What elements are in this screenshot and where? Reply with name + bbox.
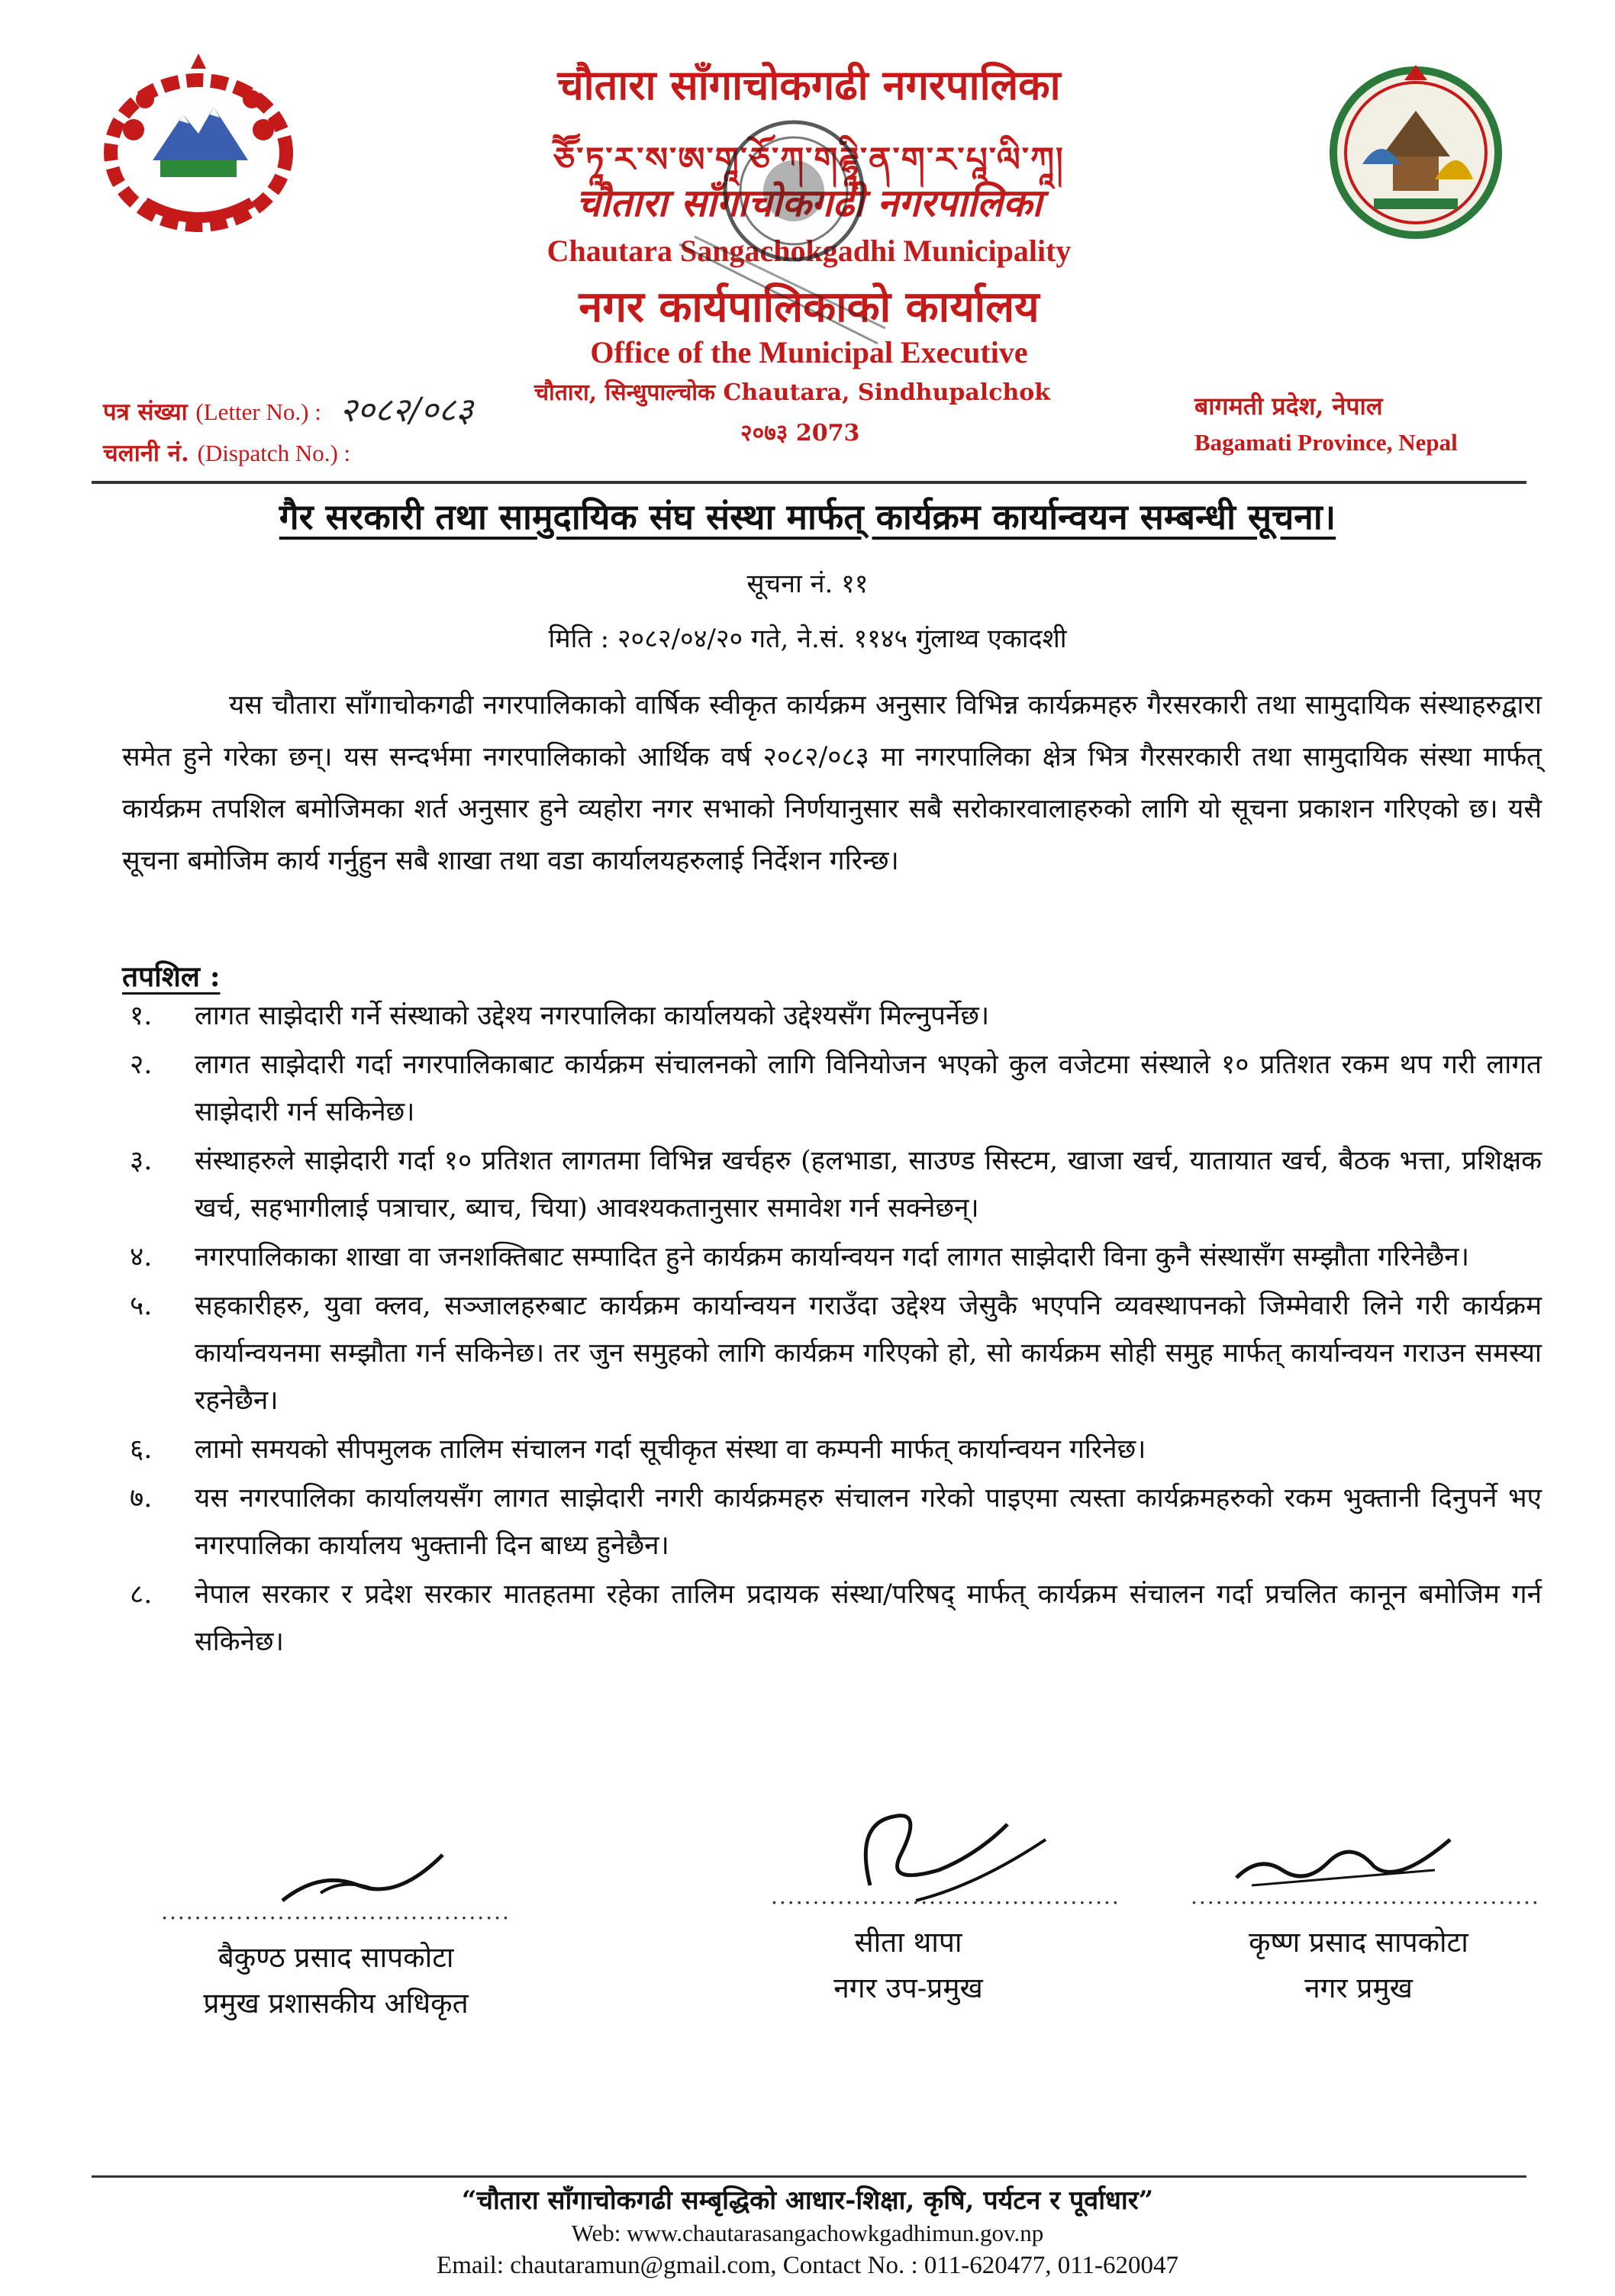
list-item: [107, 1041, 1542, 1136]
list-item-text: यस नगरपालिका कार्यालयसँग लागत साझेदारी नगरी कार्यक्रमहरु संचालन गरेको पाइएमा त्यस्ता कार्यक्रमहरुको रकम भुक्तानी दिनुपर्ने भए नगरपालिका कार्यालय भुक्तानी दिन बाध्य हुनेछैन।: [195, 1483, 1542, 1561]
letter-number-label-en: (Letter No.) :: [195, 398, 321, 425]
details-heading: तपशिल :: [122, 959, 221, 993]
office-location: चौतारा, सिन्धुपाल्चोक Chautara, Sindhupalchok: [534, 379, 1051, 406]
list-item-text: नेपाल सरकार र प्रदेश सरकार मातहतमा रहेका तालिम प्रदायक संस्था/परिषद् मार्फत् कार्यक्रम संचालन गर्दा प्रचलित कानून बमोजिम गर्न सकिनेछ।: [195, 1579, 1542, 1657]
signature-line: ..........................................: [1191, 1884, 1540, 1909]
signatory-name: कृष्ण प्रसाद सापकोटा: [1249, 1926, 1468, 1959]
office-stamp-rectangle: [664, 229, 893, 351]
letter-number-label-ne: पत्र संख्या: [103, 398, 188, 426]
notice-date: मिति : २०८२/०४/२० गते, ने.सं. ११४५ गुंलाथ्व एकादशी: [548, 624, 1067, 654]
list-item-number: ३.: [130, 1146, 153, 1176]
list-item-number: ७.: [130, 1483, 153, 1514]
list-item-text: सहकारीहरु, युवा क्लव, सञ्जालहरुबाट कार्यक्रम कार्यान्वयन गराउँदा उद्देश्य जेसुकै भएपनि व्यवस्थापनको जिम्मेवारी लिने गरी कार्यक्रम कार्यान्वयनमा सम्झौता गर्न सकिनेछ। तर जुन समुहको लागि कार्यक्रम गरिएको हो, सो कार्यक्रम सोही समुह मार्फत् कार्यान्वयन गराउन समस्या रहनेछैन।: [195, 1291, 1542, 1416]
signatory-title: नगर उप-प्रमुख: [833, 1972, 983, 2004]
list-item-text: संस्थाहरुले साझेदारी गर्दा १० प्रतिशत लागतमा विभिन्न खर्चहरु (हलभाडा, साउण्ड सिस्टम, खाजा खर्च, यातायात खर्च, बैठक भत्ता, प्रशिक्षक खर्च, सहभागीलाई पत्राचार, ब्याच, चिया) आवश्यकतानुसार समावेश गर्न सक्नेछन्।: [195, 1146, 1542, 1224]
list-item-text: लामो समयको सीपमुलक तालिम संचालन गर्दा सूचीकृत संस्था वा कम्पनी मार्फत् कार्यान्वयन गरिनेछ।: [195, 1434, 1146, 1465]
list-item-number: ६.: [130, 1434, 153, 1465]
signatory-block: [1191, 1874, 1540, 2011]
signature-line: ..........................................: [161, 1899, 511, 1924]
list-item-text: लागत साझेदारी गर्ने संस्थाको उद्देश्य नगरपालिका कार्यालयको उद्देश्यसँग मिल्नुपर्नेछ।: [195, 1001, 990, 1031]
list-item-number: ५.: [130, 1291, 153, 1321]
signatory-name: सीता थापा: [854, 1926, 962, 1959]
office-name-english: Office of the Municipal Executive: [590, 335, 1028, 369]
signature-line: ..........................................: [771, 1884, 1120, 1909]
notice-title: [0, 492, 1615, 540]
footer-slogan: “चौतारा साँगाचोकगढी सम्बृद्धिको आधार-शिक्षा, कृषि, पर्यटन र पूर्वाधार”: [461, 2185, 1154, 2216]
notice-paragraph: यस चौतारा साँगाचोकगढी नगरपालिकाको वार्षिक स्वीकृत कार्यक्रम अनुसार विभिन्न कार्यक्रमहरु गैरसरकारी तथा सामुदायिक संस्थाहरुद्वारा समेत हुने गरेका छन्। यस सन्दर्भमा नगरपालिकाको आर्थिक वर्ष २०८२/०८३ मा नगरपालिका क्षेत्र भित्र गैरसरकारी तथा सामुदायिक संस्था मार्फत् कार्यक्रम तपशिल बमोजिमका शर्त अनुसार हुने व्यहोरा नगर सभाको निर्णयानुसार सबै सरोकारवालाहरुको लागि यो सूचना प्रकाशन गरिएको छ। यसै सूचना बमोजिम कार्य गर्नुहुन सबै शाखा तथा वडा कार्यालयहरुलाई निर्देशन गरिन्छ।: [122, 690, 1542, 876]
list-item-number: १.: [130, 1001, 153, 1031]
list-item: [107, 1137, 1542, 1232]
letter-number-label: [103, 395, 321, 427]
nepal-government-emblem-icon: [99, 53, 298, 237]
signatory-name: बैकुण्ठ प्रसाद सापकोटा: [218, 1941, 454, 1974]
list-item-number: ४.: [130, 1242, 153, 1272]
list-item: [107, 1426, 1542, 1473]
list-item-text: नगरपालिकाका शाखा वा जनशक्तिबाट सम्पादित हुने कार्यक्रम कार्यान्वयन गर्दा लागत साझेदारी विना कुनै संस्थासँग सम्झौता गरिनेछैन।: [195, 1242, 1469, 1272]
municipality-name-nepali: चौतारा साँगाचोकगढी नगरपालिका: [557, 60, 1061, 109]
municipality-name-english: Chautara Sangachokgadhi Municipality: [546, 234, 1072, 268]
signatory-title: प्रमुख प्रशासकीय अधिकृत: [203, 1987, 469, 2020]
province-english: Bagamati Province, Nepal: [1194, 429, 1458, 456]
header-divider: [92, 481, 1526, 484]
dispatch-number-label-ne: चलानी नं.: [103, 440, 189, 467]
signatory-block: [153, 1889, 519, 2027]
notice-number: सूचना नं. ११: [746, 569, 869, 599]
list-item: [107, 1571, 1542, 1666]
signatory-title: नगर प्रमुख: [1304, 1972, 1413, 2004]
footer-contact: Email: chautaramun@gmail.com, Contact No. : 011-620477, 011-620047: [437, 2252, 1178, 2279]
municipality-logo-icon: [1328, 65, 1504, 240]
letter-number-value: २०८२/०८३: [340, 391, 473, 430]
list-item: [107, 1233, 1542, 1281]
signatory-block: [771, 1874, 1120, 2011]
list-item: [107, 992, 1542, 1040]
list-item-text: लागत साझेदारी गर्दा नगरपालिकाबाट कार्यक्रम संचालनको लागि विनियोजन भएको कुल वजेटमा संस्थाले १० प्रतिशत रकम थप गरी लागत साझेदारी गर्न सकिनेछ।: [195, 1050, 1542, 1127]
list-item: [107, 1475, 1542, 1569]
list-item-number: २.: [130, 1050, 153, 1080]
establishment-year: २०७३ 2073: [740, 420, 860, 447]
province-nepali: बागमती प्रदेश, नेपाल: [1194, 392, 1383, 421]
footer-website[interactable]: Web: www.chautarasangachowkgadhimun.gov.np: [571, 2220, 1044, 2246]
footer-divider: [92, 2175, 1526, 2178]
municipality-name-tibetan: ཅཽ་ཏཱ་ར་ས་ཨ་གཱ་ཅོ་ཀ་གཌྷཱི་ན་ག་ར་པཱ་ལི་ཀཱ།: [553, 140, 1065, 179]
dispatch-number-label-en: (Dispatch No.) :: [197, 440, 351, 466]
conditions-list: [107, 992, 1542, 1667]
list-item-number: ८.: [130, 1579, 153, 1610]
municipality-name-newari: चौतारा साँगाचोकगढी नगरपालिका: [575, 180, 1043, 225]
list-item: [107, 1282, 1542, 1424]
dispatch-number-label: [103, 437, 350, 469]
notice-title-text: गैर सरकारी तथा सामुदायिक संघ संस्था मार्फत् कार्यक्रम कार्यान्वयन सम्बन्धी सूचना।: [279, 496, 1336, 537]
office-name-nepali: नगर कार्यपालिकाको कार्यालय: [579, 282, 1040, 332]
